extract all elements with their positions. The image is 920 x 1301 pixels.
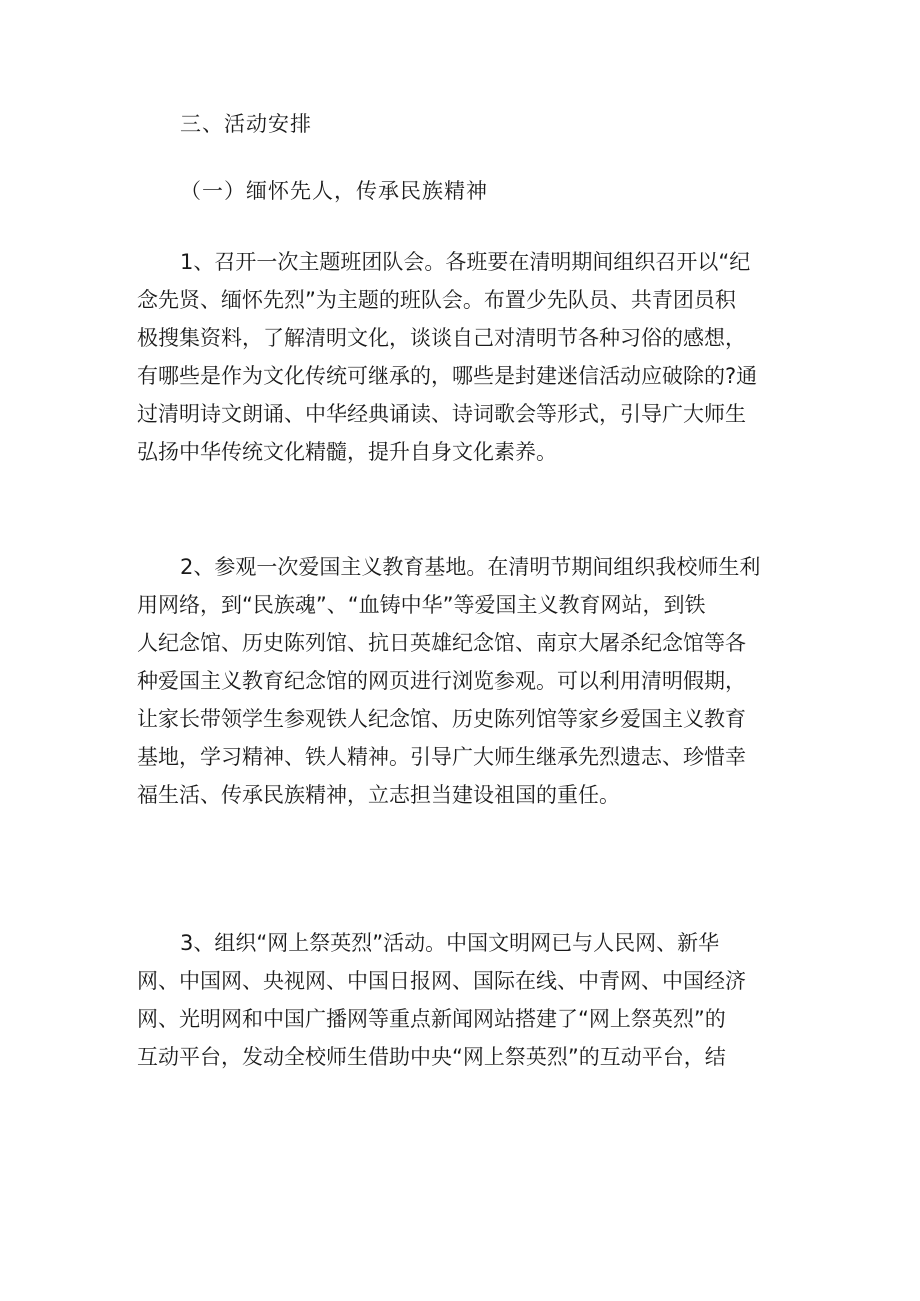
paragraph-2 (137, 548, 797, 814)
paragraph-line: 人纪念馆、历史陈列馆、抗日英雄纪念馆、南京大屠杀纪念馆等各 (137, 631, 746, 655)
paragraph-line: 1、召开一次主题班团队会。各班要在清明期间组织召开以“纪 (180, 250, 751, 274)
sub-heading: （一）缅怀先人，传承民族精神 (180, 179, 488, 203)
section-heading: 三、活动安排 (180, 112, 312, 136)
paragraph-line: 种爱国主义教育纪念馆的网页进行浏览参观。可以利用清明假期， (137, 669, 746, 693)
paragraph-line: 让家长带领学生参观铁人纪念馆、历史陈列馆等家乡爱国主义教育 (137, 707, 746, 731)
paragraph-line: 过清明诗文朗诵、中华经典诵读、诗词歌会等形式，引导广大师生 (137, 402, 746, 426)
paragraph-1 (137, 243, 797, 471)
paragraph-3 (137, 924, 797, 1076)
paragraph-line: 网、中国网、央视网、中国日报网、国际在线、中青网、中国经济 (137, 969, 746, 993)
paragraph-line: 念先贤、缅怀先烈”为主题的班队会。布置少先队员、共青团员积 (137, 288, 736, 312)
paragraph-line: 弘扬中华传统文化精髓，提升自身文化素养。 (137, 440, 557, 464)
paragraph-line: 用网络，到“民族魂”、“血铸中华”等爱国主义教育网站，到铁 (137, 593, 706, 617)
paragraph-line: 网、光明网和中国广播网等重点新闻网站搭建了“网上祭英烈”的 (137, 1007, 726, 1031)
paragraph-line: 2、参观一次爱国主义教育基地。在清明节期间组织我校师生利 (180, 555, 761, 579)
paragraph-line: 3、组织“网上祭英烈”活动。中国文明网已与人民网、新华 (180, 931, 720, 955)
paragraph-line: 基地，学习精神、铁人精神。引导广大师生继承先烈遗志、珍惜幸 (137, 745, 746, 769)
paragraph-line: 福生活、传承民族精神，立志担当建设祖国的重任。 (137, 783, 620, 807)
paragraph-line: 极搜集资料，了解清明文化，谈谈自己对清明节各种习俗的感想， (137, 326, 746, 350)
paragraph-line: 互动平台，发动全校师生借助中央“网上祭英烈”的互动平台，结 (137, 1045, 726, 1069)
paragraph-line: 有哪些是作为文化传统可继承的，哪些是封建迷信活动应破除的?通 (137, 364, 758, 388)
